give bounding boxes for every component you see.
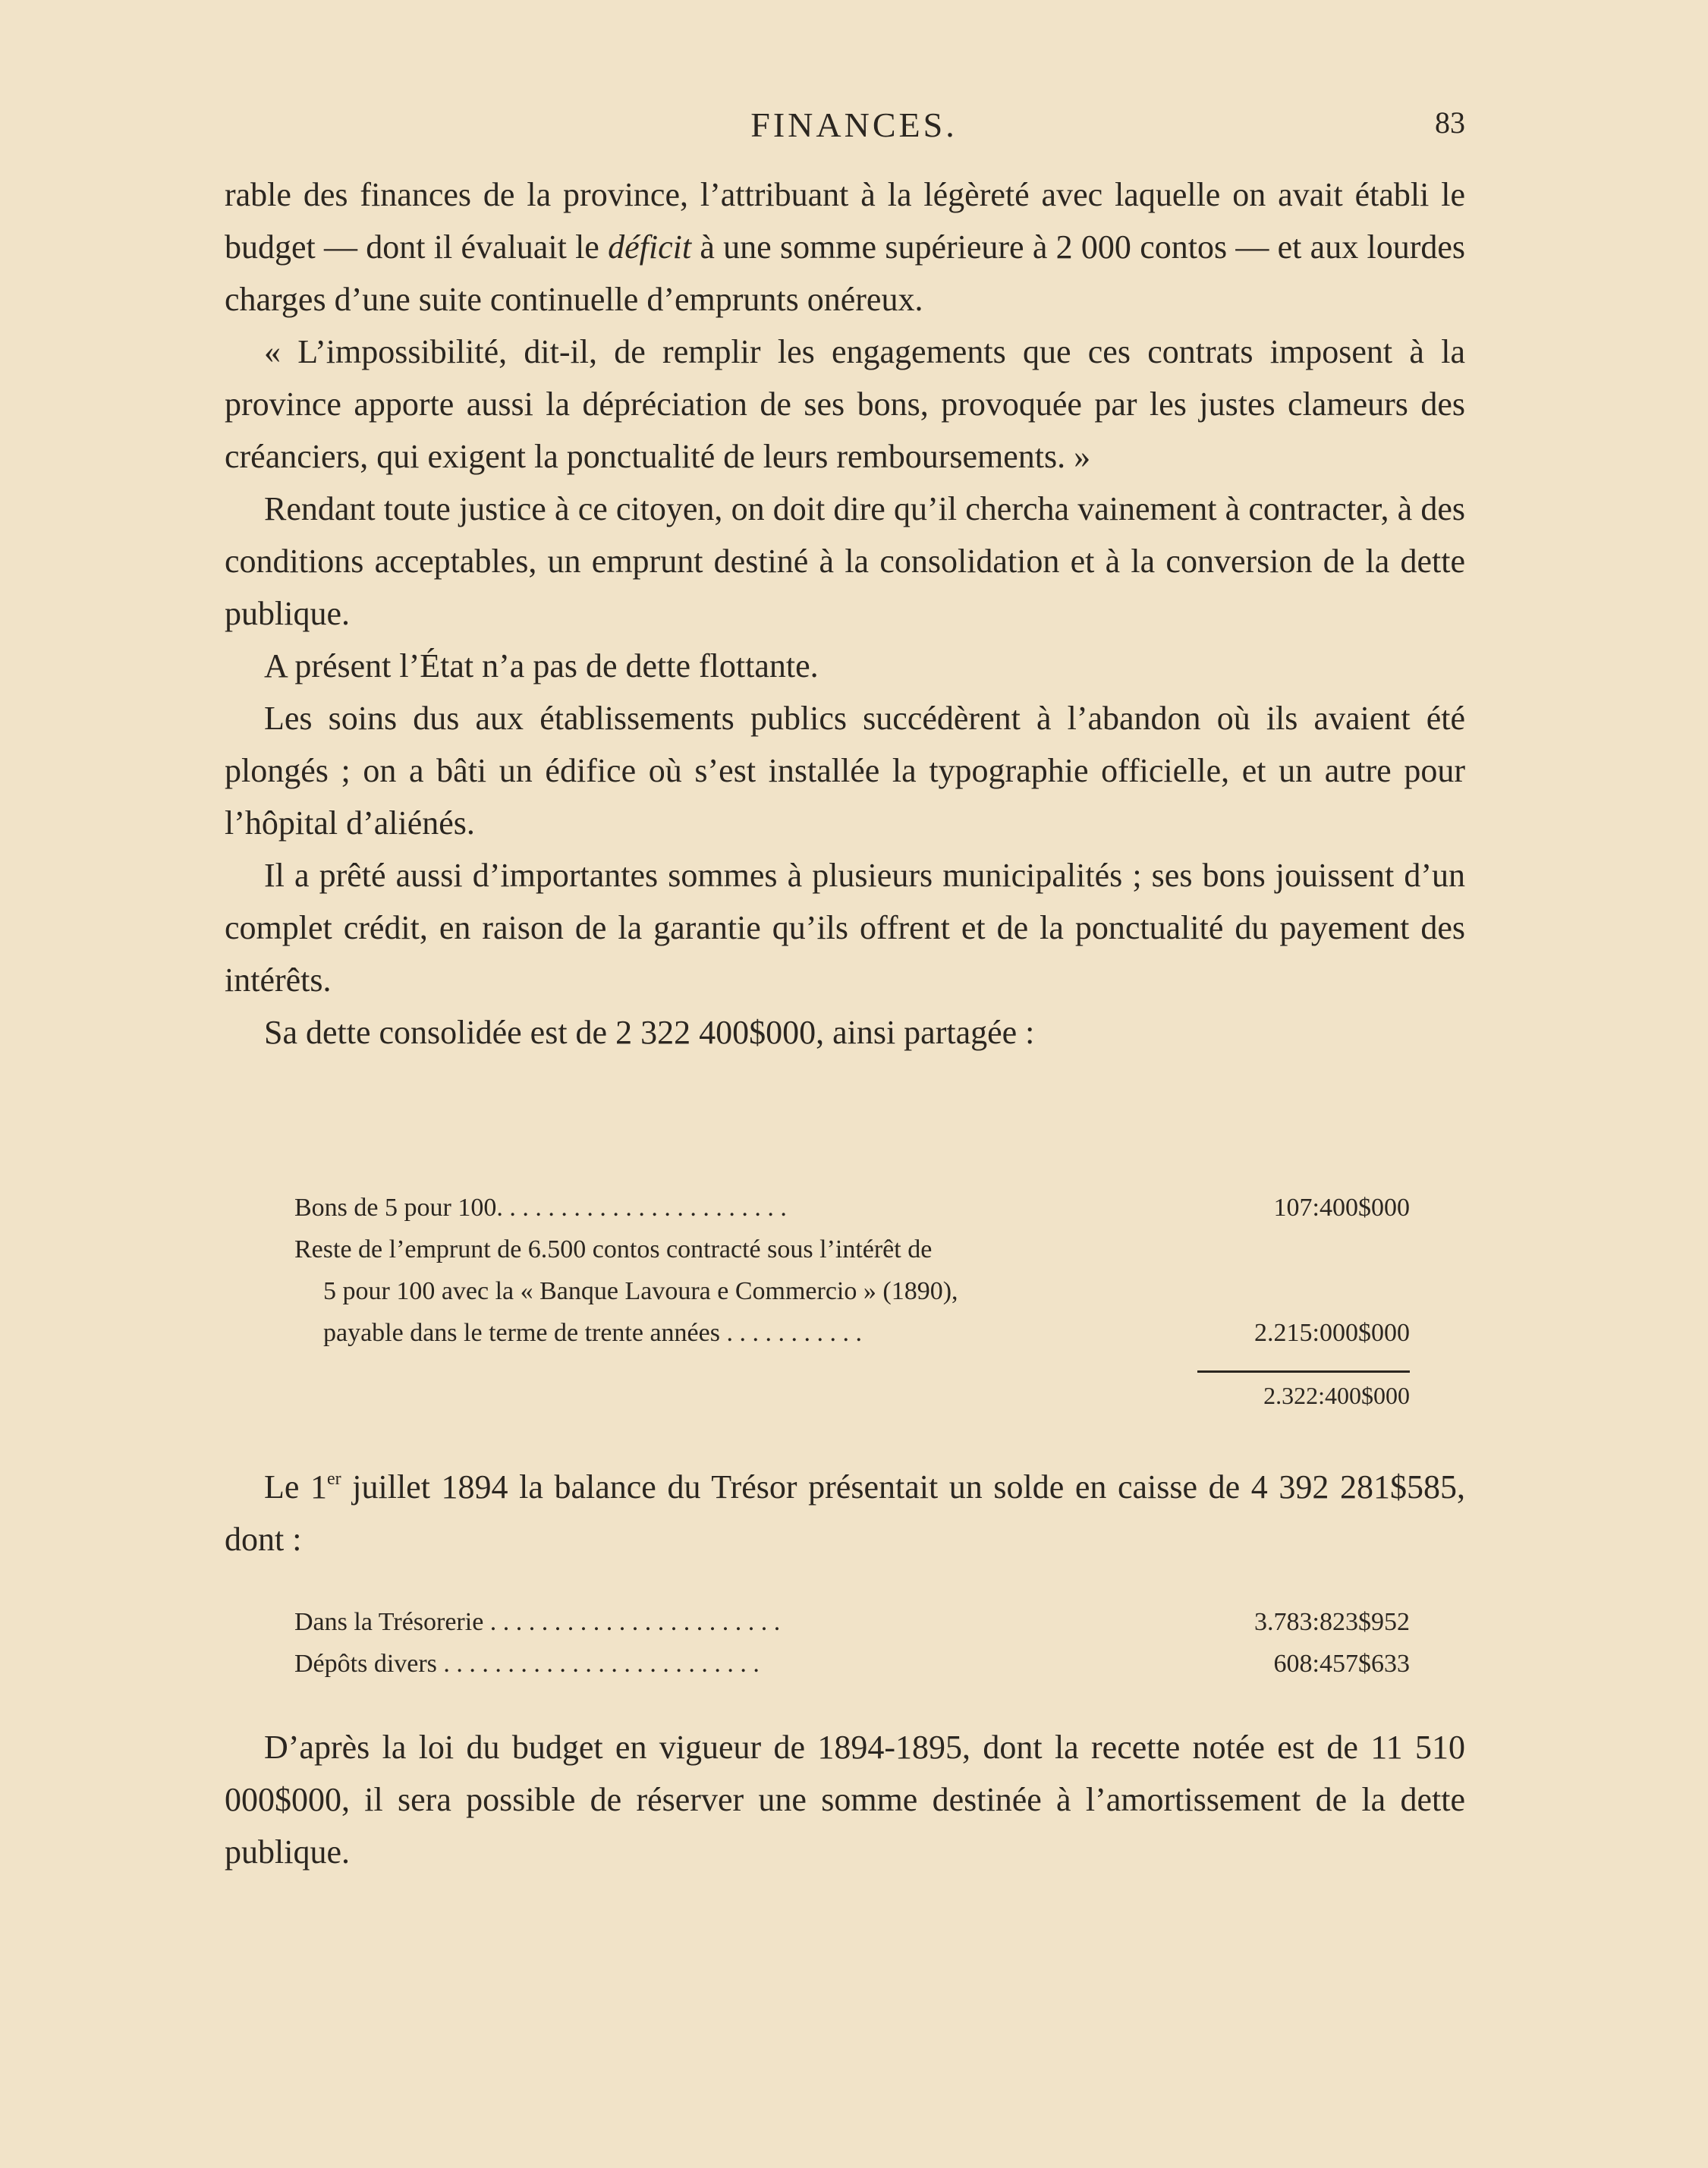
paragraph-treasury-balance — [225, 1461, 1465, 1565]
total-amount: 2.322:400$000 — [1263, 1382, 1410, 1409]
page-title: FINANCES. — [750, 105, 958, 144]
row-label: Bons de 5 pour 100. . . . . . . . . . . . . . . . . . . . . . . — [294, 1194, 787, 1222]
paragraph-consolidated-debt: Sa dette consolidée est de 2 322 400$000, ainsi partagée : — [264, 1014, 1035, 1051]
main-text-mid — [225, 1461, 1465, 1565]
row-amount-value: 2.215:000$000 — [1254, 1319, 1410, 1347]
table-row — [294, 1187, 1410, 1229]
table-row — [294, 1601, 1410, 1643]
row-label — [294, 1229, 1159, 1354]
page-number: 83 — [1435, 105, 1465, 140]
row-label-line: 5 pour 100 avec la « Banque Lavoura e Commercio » (1890), — [323, 1277, 958, 1305]
main-text-top — [225, 168, 1465, 1059]
treasury-table — [294, 1601, 1410, 1685]
paragraph-public-establishments: Les soins dus aux établissements publics succédèrent à l’abandon où ils avaient été plongés ; on a bâti un édifice où s’est installée la typographie officielle, et un autre pour l’hôpital d’aliénés. — [225, 700, 1465, 842]
row-amount — [1159, 1229, 1410, 1354]
row-amount: 608:457$633 — [1273, 1650, 1410, 1678]
paragraph-budget: D’après la loi du budget en vigueur de 1894-1895, dont la recette notée est de 11 510 000$000, il sera possible de réserver une somme destinée à l’amortissement de la dette publique. — [225, 1729, 1465, 1871]
paragraph-municipalities: Il a prêté aussi d’importantes sommes à plusieurs municipalités ; ses bons jouissent d’un complet crédit, en raison de la garantie qu’ils offrent et de la ponctualité du payement des intérêts. — [225, 857, 1465, 999]
paragraph-text: à une somme supérieure à 2 000 contos — et aux lourdes charges d’une suite continuelle d’emprunts onéreux. — [225, 228, 1465, 318]
row-label-line: payable dans le terme de trente années . . . . . . . . . . . — [323, 1319, 862, 1347]
row-label: Dépôts divers . . . . . . . . . . . . . . . . . . . . . . . . . — [294, 1650, 760, 1678]
table-row — [294, 1643, 1410, 1685]
paragraph-text: Le 1 — [264, 1468, 328, 1506]
running-head — [0, 105, 1708, 150]
row-amount: 3.783:823$952 — [1254, 1608, 1410, 1636]
debt-table — [294, 1187, 1410, 1418]
paragraph-quote: « L’impossibilité, dit-il, de remplir les engagements que ces contrats imposent à la province apporte aussi la dépréciation de ses bons, provoquée par les justes clameurs des créanciers, qui exigent la ponctualité de leurs remboursements. » — [225, 333, 1465, 475]
main-text-bottom — [225, 1721, 1465, 1878]
paragraph-loan: Rendant toute justice à ce citoyen, on doit dire qu’il chercha vainement à contracter, à des conditions acceptables, un emprunt destiné à la consolidation et à la conversion de la dette publique. — [225, 490, 1465, 632]
row-label: Dans la Trésorerie . . . . . . . . . . . . . . . . . . . . . . . — [294, 1608, 781, 1636]
row-amount: 107:400$000 — [1273, 1194, 1410, 1222]
superscript: er — [327, 1469, 341, 1489]
table-row — [294, 1229, 1410, 1354]
paragraph-deficit — [225, 168, 1465, 326]
paragraph-floating-debt: A présent l’État n’a pas de dette flottante. — [264, 647, 819, 684]
row-label-line: Reste de l’emprunt de 6.500 contos contracté sous l’intérêt de — [294, 1235, 933, 1263]
paragraph-text: juillet 1894 la balance du Trésor présentait un solde en caisse de 4 392 281$585, dont : — [225, 1468, 1465, 1558]
italic-word: déficit — [608, 228, 692, 266]
paragraph-text: rable des finances de la province, l’attribuant à la légèreté avec laquelle on avait établi le budget — dont il évaluait le — [225, 176, 1465, 266]
